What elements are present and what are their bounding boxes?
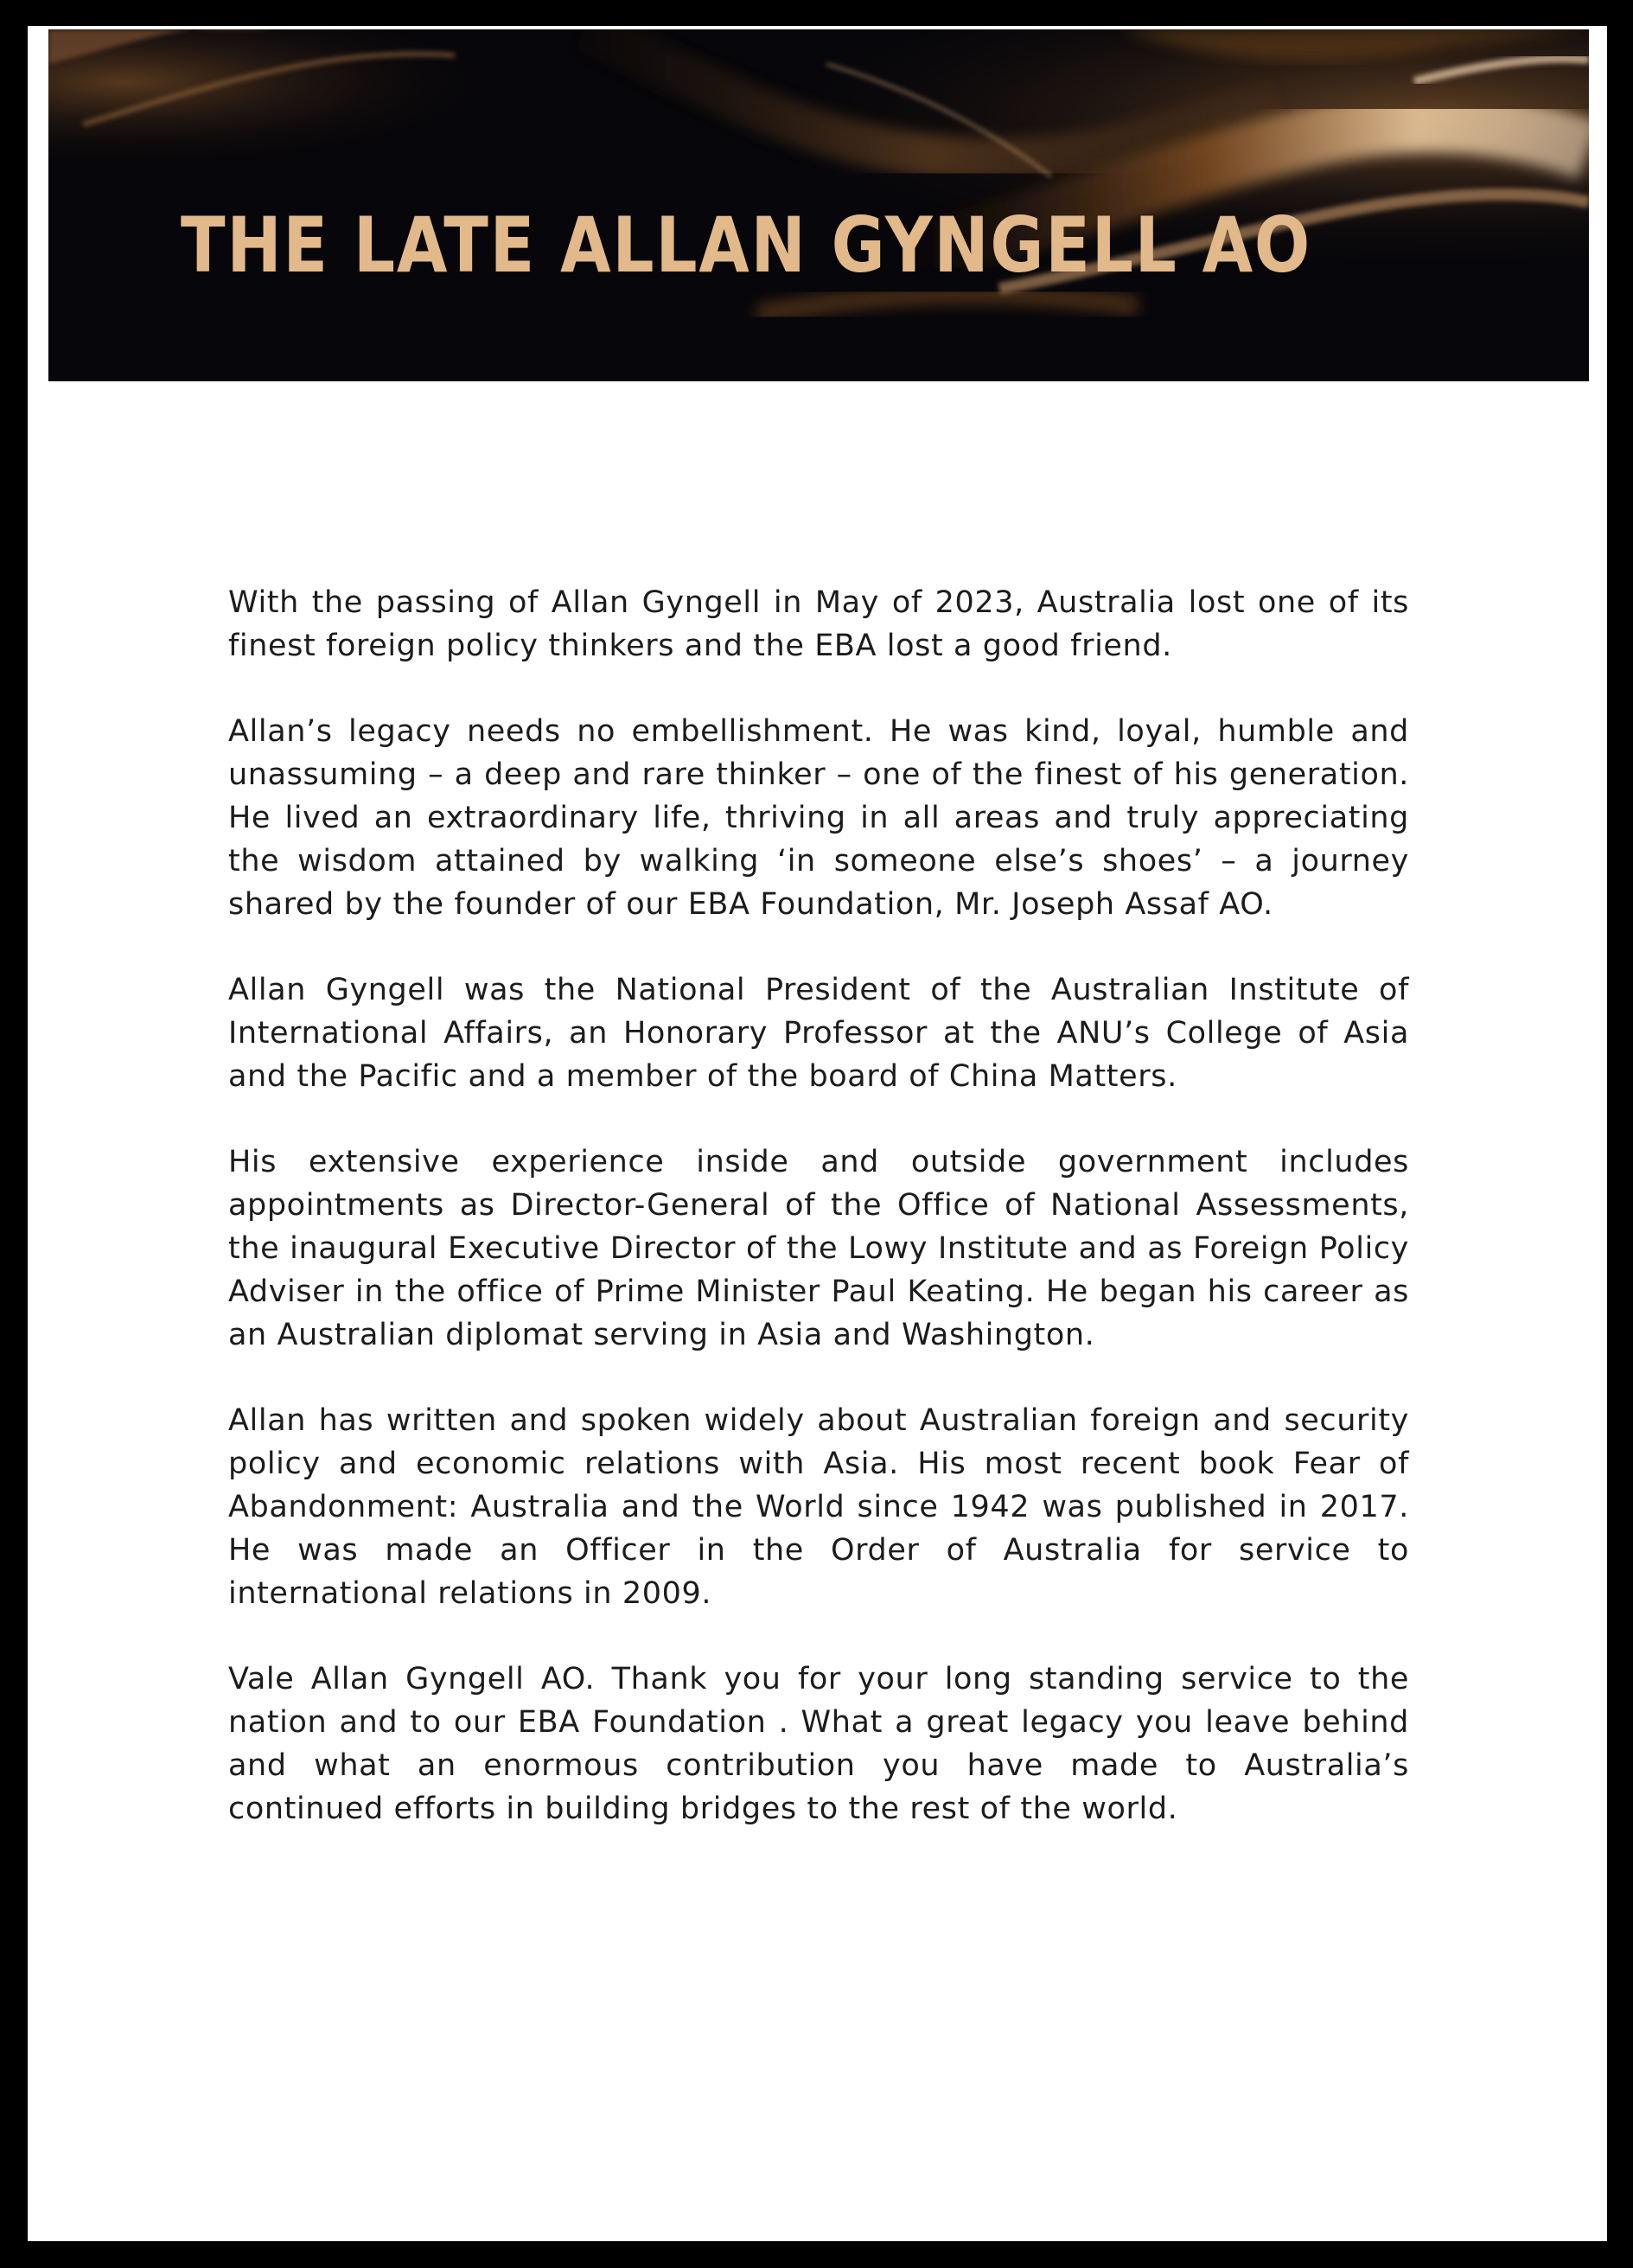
header-banner	[48, 29, 1589, 381]
paragraph: Allan has written and spoken widely about Australian foreign and security policy and economic relations with Asia. His most recent book Fear of Abandonment: Australia and the World since 1942 was published in 2017. He was made an Officer in the Order of Australia for service to international relations in 2009.	[228, 1403, 1409, 1611]
paragraph: Allan’s legacy needs no embellishment. He was kind, loyal, humble and unassuming – a deep and rare thinker – one of the finest of his generation. He lived an extraordinary life, thriving in all areas and truly appreciating the wisdom attained by walking ‘in someone else’s shoes’ – a journey shared by the founder of our EBA Foundation, Mr. Joseph Assaf AO.	[228, 714, 1409, 922]
paragraph: Allan Gyngell was the National President of the Australian Institute of International Affairs, an Honorary Professor at the ANU’s College of Asia and the Pacific and a member of the board of China Matters.	[228, 973, 1409, 1094]
document-page	[28, 26, 1607, 2241]
paragraph: Vale Allan Gyngell AO. Thank you for your long standing service to the nation and to our EBA Foundation . What a great legacy you leave behind and what an enormous contribution you have made to Australia’s continued efforts in building bridges to the rest of the world.	[228, 1662, 1409, 1826]
paragraph: With the passing of Allan Gyngell in May of 2023, Australia lost one of its finest foreign policy thinkers and the EBA lost a good friend.	[228, 585, 1409, 663]
page-title: THE LATE ALLAN GYNGELL AO	[181, 201, 1311, 290]
paragraph: His extensive experience inside and outside government includes appointments as Director-General of the Office of National Assessments, the inaugural Executive Director of the Lowy Institute and as Foreign Policy Adviser in the office of Prime Minister Paul Keating. He began his career as an Australian diplomat serving in Asia and Washington.	[228, 1145, 1409, 1352]
article-body	[228, 581, 1409, 1873]
